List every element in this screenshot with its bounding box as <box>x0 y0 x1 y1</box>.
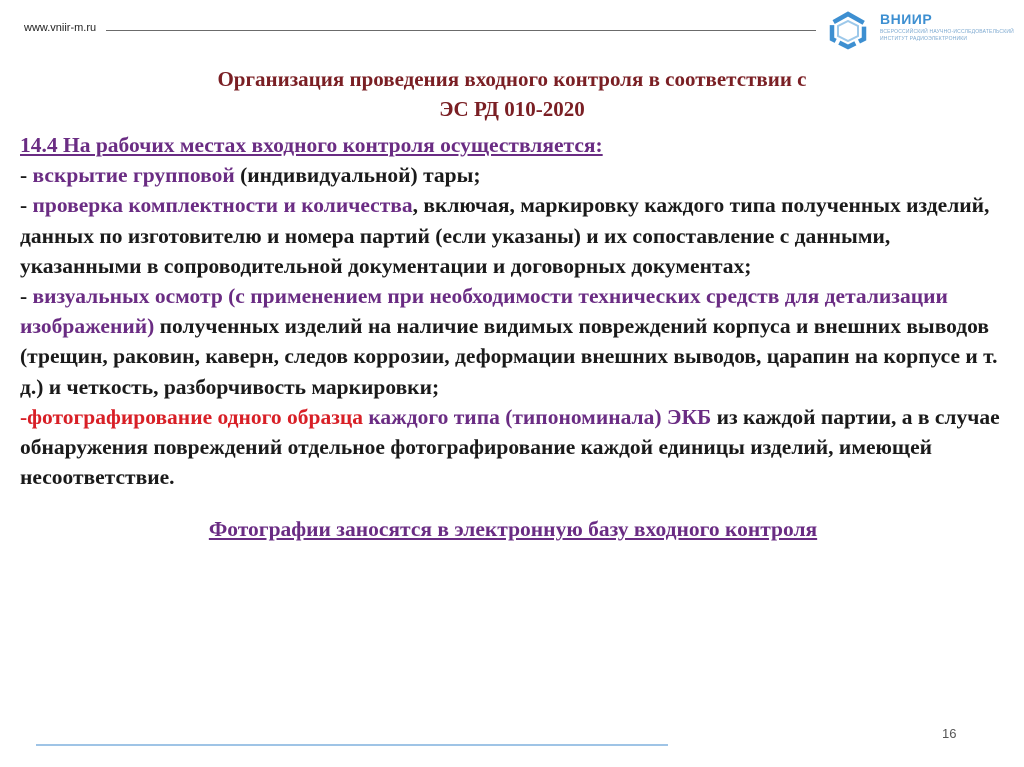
section-heading: 14.4 На рабочих местах входного контроля осуществляется: <box>20 133 603 157</box>
site-url[interactable]: www.vniir-m.ru <box>24 22 97 34</box>
slide-title <box>40 64 984 124</box>
item-text: из каждой партии, а в случае обнаружения повреждений отдельное фотографирование каждой единицы изделий, имеющей несоответствие. <box>20 404 1000 490</box>
item-dash: - <box>20 193 33 218</box>
item-dash: - <box>20 163 33 188</box>
slide-body <box>20 130 1006 545</box>
vniir-logo-icon <box>826 10 870 50</box>
header-divider <box>106 30 816 31</box>
item-highlight: проверка комплектности и количества <box>32 193 413 218</box>
list-item <box>20 281 1006 402</box>
item-highlight: визуальных осмотр (с применением при необходимости технических средств для детализации изображений) <box>20 284 948 339</box>
vniir-logo <box>826 8 1016 52</box>
item-text: полученных изделий на наличие видимых повреждений корпуса и внешних выводов (трещин, раковин, каверн, следов коррозии, деформации внешних выводов, царапин на корпусе и т. д.) и четкость, разборчивость маркировки; <box>20 314 998 399</box>
footnote: Фотографии заносятся в электронную базу входного контроля <box>208 517 818 542</box>
title-line-1: Организация проведения входного контроля в соответствии с <box>217 67 807 91</box>
spacer <box>20 492 1006 514</box>
item-dash: - <box>20 404 28 429</box>
item-highlight: каждого типа (типономинала) ЭКБ <box>362 404 712 429</box>
logo-subtitle: ВСЕРОССИЙСКИЙ НАУЧНО-ИССЛЕДОВАТЕЛЬСКИЙ ИНСТИТУТ РАДИОЭЛЕКТРОНИКИ <box>880 29 1014 42</box>
item-highlight: вскрытие групповой <box>32 163 235 188</box>
footer-divider <box>36 744 668 746</box>
list-item <box>20 402 1006 493</box>
item-text: , включая, маркировку каждого типа полученных изделий, данных по изготовителю и номера партий (если указаны) и их сопоставление с данными, указанными в сопроводительной документации и договорных документах; <box>20 193 990 278</box>
logo-name: ВНИИР <box>880 11 933 27</box>
item-highlight-red: фотографирование одного образца <box>27 404 363 429</box>
item-dash: - <box>20 284 33 309</box>
title-line-2: ЭС РД 010-2020 <box>439 97 585 121</box>
list-item <box>20 160 1006 190</box>
page-number: 16 <box>942 726 957 741</box>
item-text: (индивидуальной) тары; <box>234 163 481 188</box>
list-item <box>20 190 1006 281</box>
